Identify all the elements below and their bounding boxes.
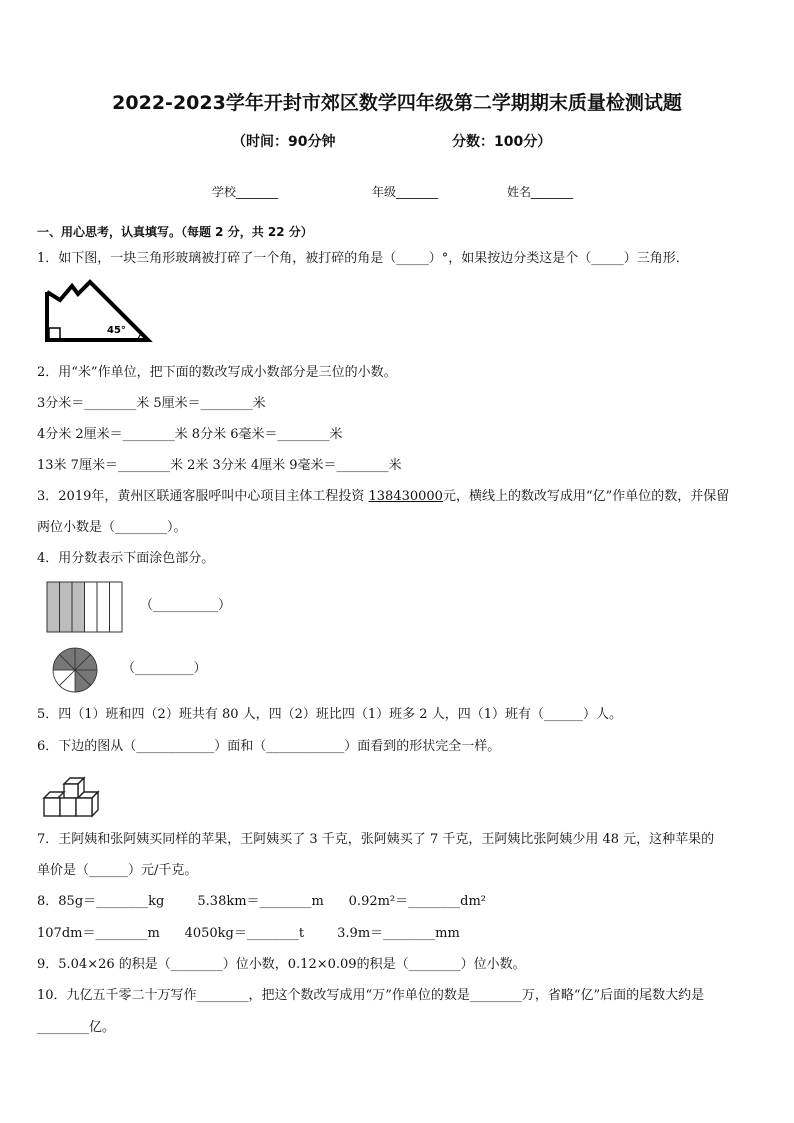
question-9: 9．5.04×26 的积是（________）位小数，0.12×0.09的积是（________）位小数。	[37, 957, 526, 972]
broken-triangle-figure	[40, 278, 155, 346]
rect-strip	[60, 582, 73, 632]
rect-strip	[110, 582, 123, 632]
rect-strip	[85, 582, 98, 632]
question-7-line2: 单价是（______）元/千克。	[37, 863, 198, 878]
rect-strip	[97, 582, 110, 632]
rect-strip	[47, 582, 60, 632]
exam-score: 分数：100分）	[452, 134, 552, 150]
question-8-line2: 107dm＝________m 4050kg＝________t 3.9m＝________mm	[37, 926, 460, 941]
exam-time: （时间：90分钟	[232, 134, 336, 150]
question-3	[37, 489, 729, 505]
name-field: 姓名_______	[507, 185, 574, 199]
question-5: 5．四（1）班和四（2）班共有 80 人，四（2）班比四（1）班多 2 人，四（1）班有（______）人。	[37, 707, 622, 722]
school-field: 学校_______	[212, 185, 279, 199]
rect-strip	[72, 582, 85, 632]
question-2: 2．用“米”作单位，把下面的数改写成小数部分是三位的小数。	[37, 365, 397, 380]
q3-text: 3．2019年，黄州区联通客服呼叫中心项目主体工程投资	[37, 489, 369, 504]
question-3-line2: 两位小数是（________）。	[37, 520, 187, 535]
q3-number: 138430000	[368, 489, 443, 504]
question-7: 7．王阿姨和张阿姨买同样的苹果，王阿姨买了 3 千克，张阿姨买了 7 千克，王阿姨比张阿姨少用 48 元，这种苹果的	[37, 832, 715, 847]
question-8: 8．85g＝________kg 5.38km＝________m 0.92m²＝________dm²	[37, 894, 487, 909]
grade-field: 年级_______	[372, 185, 439, 199]
q4-blank-1: （__________）	[140, 598, 232, 613]
question-4: 4．用分数表示下面涂色部分。	[37, 551, 215, 566]
question-1: 1．如下图，一块三角形玻璃被打碎了一个角，被打碎的角是（_____）°，如果按边分类这是个（_____）三角形．	[37, 251, 689, 266]
question-2-line: 4分米 2厘米＝________米 8分米 6毫米＝________米	[37, 427, 343, 442]
fraction-rectangle-figure	[46, 581, 124, 634]
question-2-line: 13米 7厘米＝________米 2米 3分米 4厘米 9毫米＝________米	[37, 458, 402, 473]
question-10: 10．九亿五千零二十万写作________，把这个数改写成用“万”作单位的数是________万，省略“亿”后面的尾数大约是	[37, 988, 705, 1003]
question-2-line: 3分米＝________米 5厘米＝________米	[37, 396, 266, 411]
fraction-circle-figure	[50, 645, 100, 695]
q4-blank-2: （_________）	[122, 661, 207, 676]
section-heading: 一、用心思考，认真填写。（每题 2 分，共 22 分）	[37, 225, 313, 239]
q3-text-after: 元，横线上的数改写成用“亿”作单位的数，并保留	[442, 489, 730, 504]
question-10-line2: ________亿。	[37, 1020, 116, 1035]
cube-stack-figure	[40, 768, 110, 823]
angle-label: 45°	[107, 325, 126, 336]
question-6: 6．下边的图从（____________）面和（____________）面看到的形状完全一样。	[37, 739, 501, 754]
exam-title: 2022-2023学年开封市郊区数学四年级第二学期期末质量检测试题	[112, 92, 682, 114]
